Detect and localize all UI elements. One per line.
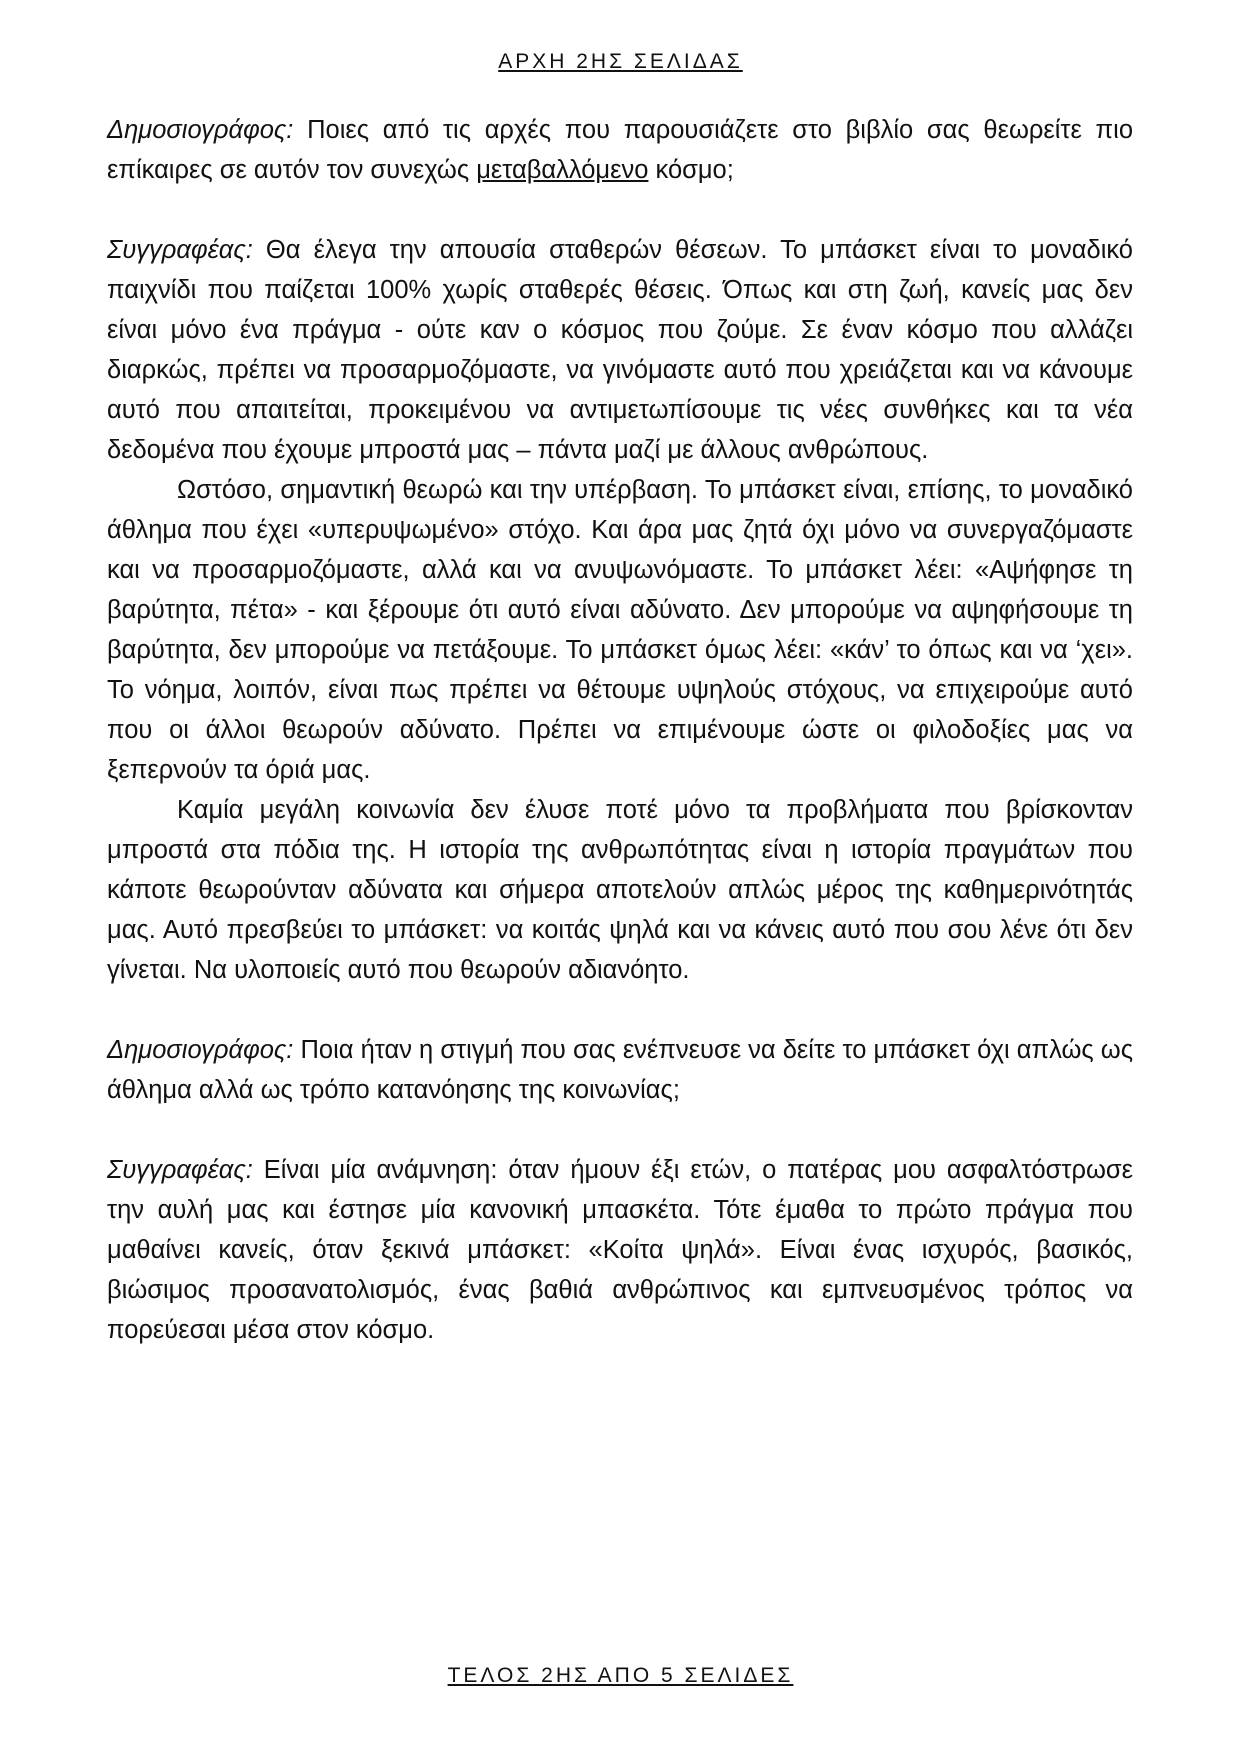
answer-1-paragraph-3: Καμία μεγάλη κοινωνία δεν έλυσε ποτέ μόνο τα προβλήματα που βρίσκονταν μπροστά στα πόδια της. Η ιστορία της ανθρωπότητας είναι η ιστορία πραγμάτων που κάποτε θεωρούνταν αδύνατα και σήμερα αποτελούν απλώς μέρος της καθημερινότητάς μας. Αυτό πρεσβεύει το μπάσκετ: να κοιτάς ψηλά και να κάνεις αυτό που σου λένε ότι δεν γίνεται. Να υλοποιείς αυτό που θεωρούν αδιανόητο. [107,796,1133,984]
paragraph-gap [107,990,1133,1030]
answer-2 [107,1150,1133,1350]
paragraph-gap [107,190,1133,230]
question-text: Ποιες από τις αρχές που παρουσιάζετε στο βιβλίο σας θεωρείτε πιο επίκαιρες σε αυτόν τον συνεχώς [107,116,1133,184]
question-1 [107,110,1133,190]
answer-text: Είναι μία ανάμνηση: όταν ήμουν έξι ετών, ο πατέρας μου ασφαλτόστρωσε την αυλή μας και έστησε μία κανονική μπασκέτα. Τότε έμαθα το πρώτο πράγμα που μαθαίνει κανείς, όταν ξεκινά μπάσκετ: «Κοίτα ψηλά». Είναι ένας ισχυρός, βασικός, βιώσιμος προσανατολισμός, ένας βαθιά ανθρώπινος και εμπνευσμένος τρόπος να πορεύεσαι μέσα στον κόσμο. [107,1156,1133,1344]
speaker-label: Δημοσιογράφος: [107,116,294,144]
underlined-word: μεταβαλλόμενο [476,156,649,184]
document-body [107,110,1133,1350]
answer-text: Θα έλεγα την απουσία σταθερών θέσεων. Το μπάσκετ είναι το μοναδικό παιχνίδι που παίζεται 100% χωρίς σταθερές θέσεις. Όπως και στη ζωή, κανείς μας δεν είναι μόνο ένα πράγμα - ούτε καν ο κόσμος που ζούμε. Σε έναν κόσμο που αλλάζει διαρκώς, πρέπει να προσαρμοζόμαστε, να γινόμαστε αυτό που χρειάζεται και να κάνουμε αυτό που απαιτείται, προκειμένου να αντιμετωπίσουμε τις νέες συνθήκες και τα νέα δεδομένα που έχουμε μπροστά μας – πάντα μαζί με άλλους ανθρώπους. [107,236,1133,464]
question-text: Ποια ήταν η στιγμή που σας ενέπνευσε να δείτε το μπάσκετ όχι απλώς ως άθλημα αλλά ως τρόπο κατανόησης της κοινωνίας; [107,1036,1133,1104]
paragraph-gap [107,1110,1133,1150]
speaker-label: Δημοσιογράφος: [107,1036,294,1064]
page-footer: ΤΕΛΟΣ 2ΗΣ ΑΠΟ 5 ΣΕΛΙΔΕΣ [447,1664,794,1687]
question-text-end: κόσμο; [648,156,734,184]
answer-1-paragraph-1 [107,230,1133,470]
speaker-label: Συγγραφέας: [107,1156,253,1184]
question-2 [107,1030,1133,1110]
speaker-label: Συγγραφέας: [107,236,253,264]
page-header: ΑΡΧΗ 2ΗΣ ΣΕΛΙΔΑΣ [498,50,743,73]
answer-1-paragraph-2: Ωστόσο, σημαντική θεωρώ και την υπέρβαση. Το μπάσκετ είναι, επίσης, το μοναδικό άθλημα που έχει «υπερυψωμένο» στόχο. Και άρα μας ζητά όχι μόνο να συνεργαζόμαστε και να προσαρμοζόμαστε, αλλά και να ανυψωνόμαστε. Το μπάσκετ λέει: «Αψήφησε τη βαρύτητα, πέτα» - και ξέρουμε ότι αυτό είναι αδύνατο. Δεν μπορούμε να αψηφήσουμε τη βαρύτητα, δεν μπορούμε να πετάξουμε. Το μπάσκετ όμως λέει: «κάν’ το όπως και να ‘χει». Το νόημα, λοιπόν, είναι πως πρέπει να θέτουμε υψηλούς στόχους, να επιχειρούμε αυτό που οι άλλοι θεωρούν αδύνατο. Πρέπει να επιμένουμε ώστε οι φιλοδοξίες μας να ξεπερνούν τα όριά μας. [107,476,1133,784]
